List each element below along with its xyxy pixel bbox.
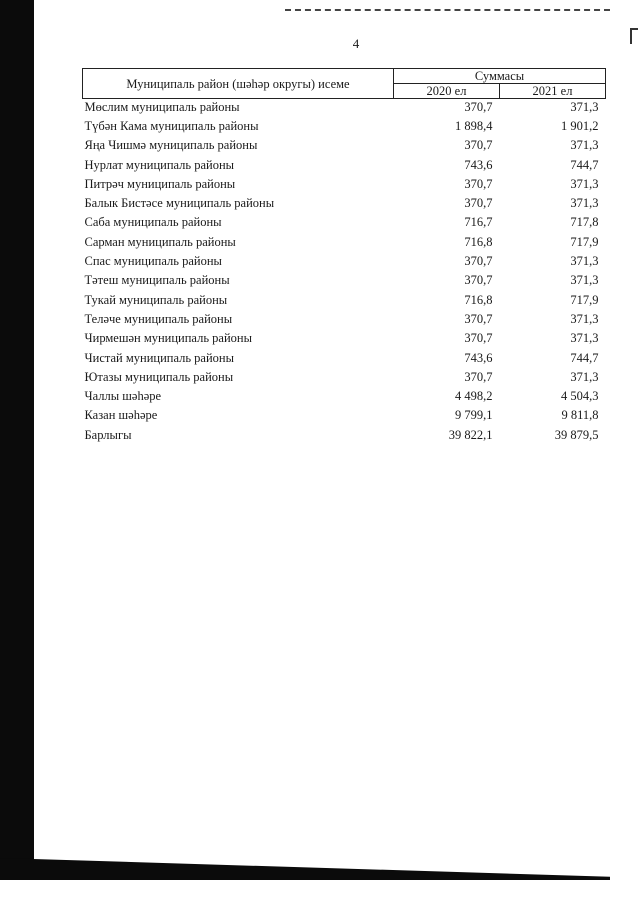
row-name: Тәтеш муниципаль районы xyxy=(84,273,230,288)
row-name: Тукай муниципаль районы xyxy=(84,292,228,307)
table-row xyxy=(83,118,606,137)
row-value-2021: 9 811,8 xyxy=(561,408,599,423)
row-value-2020: 39 822,1 xyxy=(448,427,493,442)
row-value-2020: 370,7 xyxy=(464,369,493,384)
table-row xyxy=(83,214,606,233)
row-name: Саба муниципаль районы xyxy=(84,215,222,230)
scan-left-border xyxy=(0,0,34,872)
row-value-2021: 371,3 xyxy=(570,176,599,191)
header-name: Муниципаль район (шәһәр округы) исеме xyxy=(83,69,394,99)
row-value-2021: 39 879,5 xyxy=(554,427,599,442)
table-row xyxy=(83,369,606,388)
row-name: Чистай муниципаль районы xyxy=(84,350,234,365)
row-name: Питрәч муниципаль районы xyxy=(84,176,236,191)
row-value-2021: 371,3 xyxy=(570,331,599,346)
table-row xyxy=(83,137,606,156)
table-row xyxy=(83,350,606,369)
row-name: Сарман муниципаль районы xyxy=(84,234,236,249)
row-name: Ютазы муниципаль районы xyxy=(84,369,234,384)
row-value-2020: 1 898,4 xyxy=(455,119,493,133)
row-value-2020: 743,6 xyxy=(464,350,493,365)
row-value-2020: 4 498,2 xyxy=(455,389,493,404)
row-value-2020: 370,7 xyxy=(464,176,493,191)
row-value-2020: 370,7 xyxy=(464,273,493,288)
table-row xyxy=(83,234,606,253)
row-value-2021: 717,8 xyxy=(570,215,599,230)
row-name: Мөслим муниципаль районы xyxy=(84,100,240,114)
row-value-2020: 370,7 xyxy=(464,138,493,153)
table-row xyxy=(83,292,606,311)
row-name: Теләче муниципаль районы xyxy=(84,311,233,326)
table-row xyxy=(83,407,606,426)
table-row xyxy=(83,272,606,291)
row-value-2020: 716,8 xyxy=(464,292,493,307)
table-row xyxy=(83,311,606,330)
row-value-2021: 371,3 xyxy=(570,100,599,114)
table-row xyxy=(83,99,606,119)
row-name: Спас муниципаль районы xyxy=(84,254,222,269)
row-value-2020: 370,7 xyxy=(464,311,493,326)
row-value-2020: 716,7 xyxy=(464,215,493,230)
table-row xyxy=(83,427,606,446)
table-body xyxy=(83,99,606,447)
row-name: Яңа Чишмә муниципаль районы xyxy=(84,138,258,153)
row-value-2021: 1 901,2 xyxy=(561,119,599,133)
row-value-2021: 371,3 xyxy=(570,196,599,211)
row-value-2021: 371,3 xyxy=(570,138,599,153)
table-row xyxy=(83,388,606,407)
amounts-table xyxy=(82,68,606,446)
scan-bottom-border xyxy=(0,858,610,880)
row-value-2021: 371,3 xyxy=(570,273,599,288)
row-value-2020: 370,7 xyxy=(464,196,493,211)
table-row xyxy=(83,253,606,272)
row-value-2020: 716,8 xyxy=(464,234,493,249)
row-name: Барлыгы xyxy=(84,427,132,442)
row-name: Түбән Кама муниципаль районы xyxy=(84,119,259,133)
table-row xyxy=(83,176,606,195)
row-name: Казан шәһәре xyxy=(84,408,158,423)
row-value-2020: 743,6 xyxy=(464,157,493,172)
row-value-2021: 4 504,3 xyxy=(561,389,599,404)
header-year-2021: 2021 ел xyxy=(500,84,606,99)
row-value-2021: 717,9 xyxy=(570,292,599,307)
row-name: Чаллы шәһәре xyxy=(84,389,162,404)
row-value-2020: 370,7 xyxy=(464,331,493,346)
header-sum: Суммасы xyxy=(394,69,606,84)
row-value-2021: 371,3 xyxy=(570,311,599,326)
row-value-2020: 370,7 xyxy=(464,254,493,269)
row-value-2021: 371,3 xyxy=(570,369,599,384)
page-number: 4 xyxy=(352,36,360,51)
table-row xyxy=(83,195,606,214)
row-name: Нурлат муниципаль районы xyxy=(84,157,235,172)
row-name: Чирмешән муниципаль районы xyxy=(84,331,252,346)
row-value-2021: 371,3 xyxy=(570,254,599,269)
table-row xyxy=(83,330,606,349)
row-name: Балык Бистәсе муниципаль районы xyxy=(84,196,275,211)
header-year-2020: 2020 ел xyxy=(394,84,500,99)
row-value-2020: 9 799,1 xyxy=(455,408,493,423)
row-value-2020: 370,7 xyxy=(464,100,493,114)
scan-top-line xyxy=(285,9,610,13)
row-value-2021: 717,9 xyxy=(570,234,599,249)
row-value-2021: 744,7 xyxy=(570,350,599,365)
table-row xyxy=(83,157,606,176)
row-value-2021: 744,7 xyxy=(570,157,599,172)
